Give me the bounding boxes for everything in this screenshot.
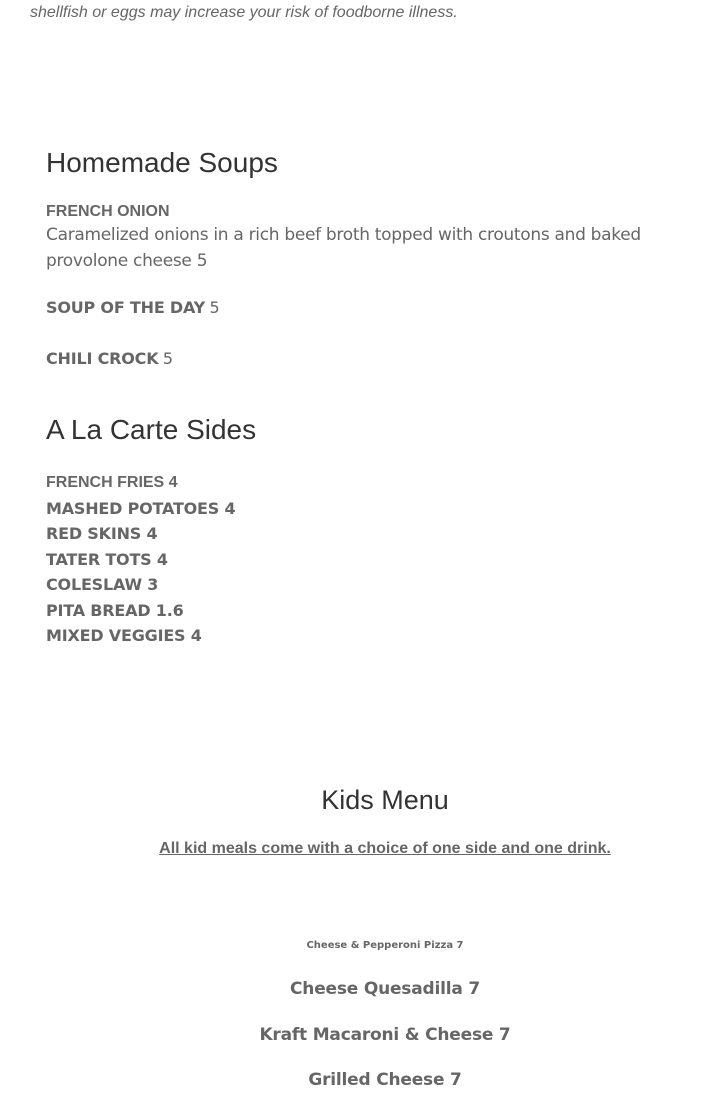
kids-menu-heading: Kids Menu [321,785,449,815]
a-la-carte-sides-heading: A La Carte Sides [46,414,257,445]
sides-list [46,470,446,649]
chili-crock-name: CHILI CROCK [46,349,159,368]
side-item-coleslaw: COLESLAW 3 [46,575,159,594]
foodborne-illness-disclaimer: shellfish or eggs may increase your risk of foodborne illness. [30,4,458,21]
soup-of-the-day-price: 5 [209,298,220,317]
kids-item-pizza: Cheese & Pepperoni Pizza 7 [306,940,464,951]
side-item-red-skins: RED SKINS 4 [46,524,158,543]
chili-crock-price: 5 [162,349,174,368]
side-item-mashed-potatoes: MASHED POTATOES 4 [46,498,236,518]
chili-crock-item [46,347,696,372]
side-item-mixed-veggies: MIXED VEGGIES 4 [46,626,202,645]
french-onion-description: Caramelized onions in a rich beef broth topped with croutons and baked provolone cheese 5 [46,225,641,271]
side-item-pita-bread: PITA BREAD 1.6 [46,600,184,620]
kids-item-grilled-cheese: Grilled Cheese 7 [308,1070,462,1090]
kids-item-quesadilla: Cheese Quesadilla 7 [290,979,480,999]
soup-of-the-day-name: SOUP OF THE DAY [46,298,206,317]
french-onion-item [46,202,696,274]
soup-of-the-day-item [46,296,696,321]
side-item-french-fries: FRENCH FRIES 4 [46,474,178,491]
homemade-soups-heading: Homemade Soups [46,147,278,178]
side-item-tater-tots: TATER TOTS 4 [46,549,168,569]
kids-meal-note: All kid meals come with a choice of one side and one drink. [159,840,611,857]
french-onion-name: FRENCH ONION [46,203,170,220]
kids-item-mac-and-cheese: Kraft Macaroni & Cheese 7 [259,1025,511,1045]
